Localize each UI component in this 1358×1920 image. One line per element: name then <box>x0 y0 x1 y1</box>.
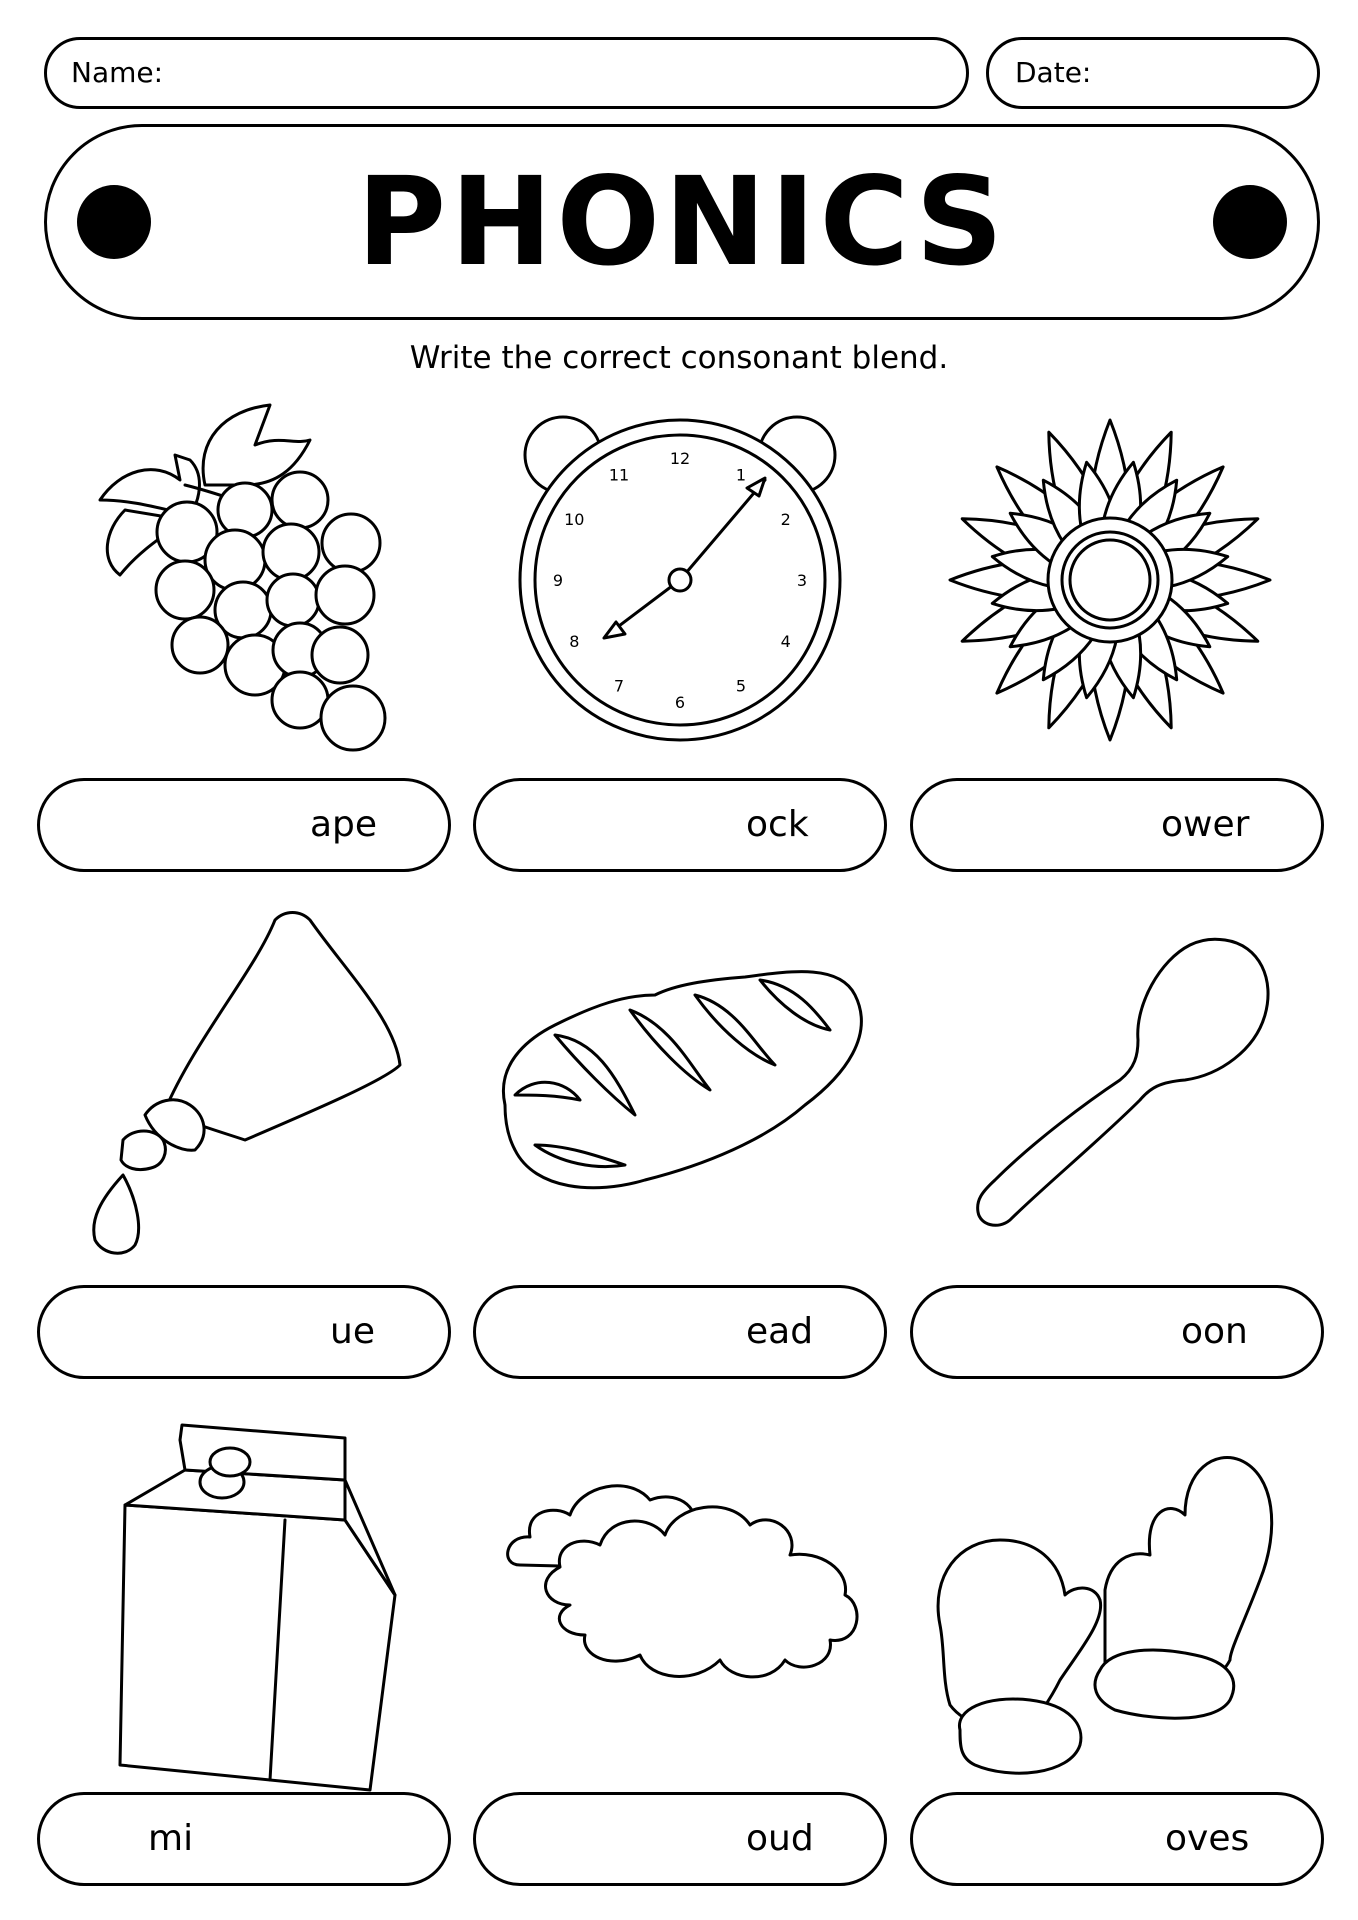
word-ending: oud <box>746 1818 814 1859</box>
banner-dot-right <box>1213 185 1287 259</box>
clock-number: 9 <box>552 571 564 590</box>
clock-number: 10 <box>564 510 585 529</box>
answer-field-9[interactable] <box>910 1792 1324 1886</box>
word-ending: ock <box>746 804 809 845</box>
answer-field-2[interactable] <box>473 778 887 872</box>
clock-number: 12 <box>669 449 691 468</box>
clock-number: 4 <box>780 632 791 651</box>
bread-icon <box>495 965 875 1200</box>
flower-icon <box>945 400 1275 760</box>
clock-number: 1 <box>735 465 747 485</box>
word-ending: ower <box>1161 804 1250 845</box>
glue-icon <box>85 910 415 1260</box>
answer-field-4[interactable] <box>37 1285 451 1379</box>
clock-number: 6 <box>674 693 686 712</box>
page-title: PHONICS <box>356 151 1008 293</box>
date-field[interactable] <box>986 37 1320 109</box>
cloud-icon <box>500 1475 870 1705</box>
clock-number: 8 <box>569 632 580 651</box>
word-beginning: mi <box>148 1818 194 1859</box>
clock-number: 11 <box>608 465 630 485</box>
title-banner <box>44 124 1320 320</box>
date-label: Date: <box>1015 56 1092 89</box>
clock-icon <box>515 410 845 750</box>
spoon-icon <box>960 930 1280 1230</box>
answer-field-5[interactable] <box>473 1285 887 1379</box>
word-ending: oon <box>1181 1311 1248 1352</box>
word-ending: oves <box>1165 1818 1250 1859</box>
clock-number: 2 <box>780 510 791 529</box>
name-label: Name: <box>71 56 164 89</box>
instruction-text: Write the correct consonant blend. <box>409 340 949 376</box>
name-field[interactable] <box>44 37 969 109</box>
clock-number: 3 <box>796 571 808 590</box>
clock-number: 7 <box>613 676 625 696</box>
word-ending: ue <box>330 1311 375 1352</box>
word-ending: ape <box>310 804 378 845</box>
grapes-icon <box>95 400 405 760</box>
answer-field-8[interactable] <box>473 1792 887 1886</box>
clock-number: 5 <box>735 676 747 696</box>
answer-field-7[interactable] <box>37 1792 451 1886</box>
answer-field-6[interactable] <box>910 1285 1324 1379</box>
answer-field-3[interactable] <box>910 778 1324 872</box>
word-ending: ead <box>746 1311 814 1352</box>
answer-field-1[interactable] <box>37 778 451 872</box>
gloves-icon <box>930 1390 1280 1800</box>
milk-carton-icon <box>110 1420 410 1795</box>
